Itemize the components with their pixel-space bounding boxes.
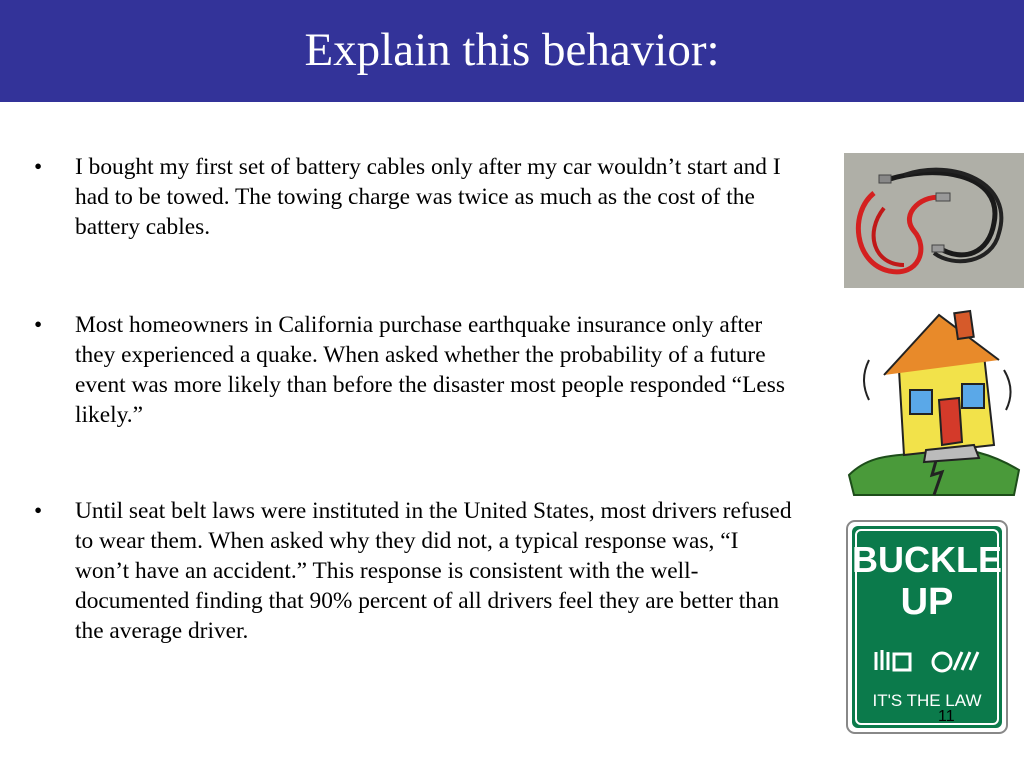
bullet-marker: • [34,312,43,338]
sign-line-up: UP [900,581,954,623]
earthquake-house-image [844,300,1024,500]
bullet-item-battery [34,152,794,242]
bullet-item-earthquake [34,310,794,430]
sign-line-buckle: BUCKLE [852,539,1002,580]
bullet-text: I bought my first set of battery cables only after my car wouldn’t start and I had to be towed. The towing charge was twice as much as the cost of the battery cables. [75,154,781,240]
bullet-text: Most homeowners in California purchase earthquake insurance only after they experienced a quake. When asked whether the probability of a future event was more likely than before the disaster most people responded “Less likely.” [75,312,785,428]
bullet-marker: • [34,498,43,524]
bullet-item-seatbelt [34,496,794,646]
sign-line-law: IT'S THE LAW [872,691,982,710]
page-number: 11 [938,708,955,725]
buckle-up-sign-image [846,520,1008,734]
bullet-marker: • [34,154,43,180]
slide-title: Explain this behavior: [304,24,720,76]
bullet-text: Until seat belt laws were instituted in the United States, most drivers refused to wear them. When asked why they did not, a typical response was, “I won’t have an accident.” This response is consistent with the well-documented finding that 90% percent of all drivers feel they are better than the average driver. [75,498,792,644]
battery-cables-image [844,153,1024,288]
